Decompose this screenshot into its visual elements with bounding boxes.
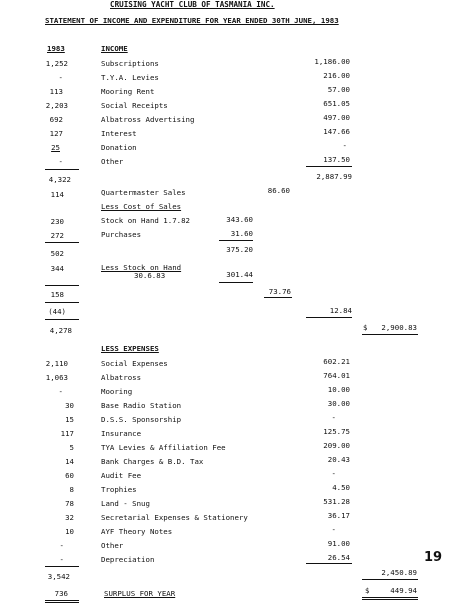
expense-amount: 209.00 xyxy=(323,441,350,450)
surplus-label: SURPLUS FOR YEAR xyxy=(104,589,176,598)
prior-value: 10 xyxy=(65,527,74,536)
prior-value: 32 xyxy=(65,513,74,522)
income-label: Other xyxy=(101,157,124,166)
expense-label: TYA Levies & Affiliation Fee xyxy=(101,443,226,452)
expense-amount: 531.28 xyxy=(323,497,350,506)
expense-label: Land - Snug xyxy=(101,499,150,508)
double-rule xyxy=(362,597,418,600)
rule xyxy=(219,282,253,283)
expense-label: Social Expenses xyxy=(101,359,168,368)
expense-label: D.S.S. Sponsorship xyxy=(101,415,182,424)
expense-amount: 125.75 xyxy=(323,427,350,436)
prior-value: 692 xyxy=(49,115,63,124)
expense-amount: 30.00 xyxy=(327,399,350,408)
expense-amount: 91.00 xyxy=(327,539,350,548)
expense-label: Audit Fee xyxy=(101,471,142,480)
prior-value: 30 xyxy=(65,401,74,410)
double-rule xyxy=(45,600,79,603)
prior-value: 113 xyxy=(49,87,63,96)
prior-value: 502 xyxy=(50,249,64,258)
expense-label: Base Radio Station xyxy=(101,401,182,410)
rule xyxy=(306,317,352,318)
qm-sales-value: 86.60 xyxy=(267,186,290,195)
currency-symbol: $ xyxy=(363,323,368,332)
prior-value: 158 xyxy=(50,290,64,299)
prior-value: 1,252 xyxy=(45,59,68,68)
expense-amount: 10.00 xyxy=(327,385,350,394)
expense-amount: 20.43 xyxy=(327,455,350,464)
expense-label: Albatross xyxy=(101,373,142,382)
prior-year-heading: 1983 xyxy=(47,44,65,53)
purchases-value: 31.60 xyxy=(230,229,253,238)
expenses-total: 2,450.89 xyxy=(381,568,417,577)
income-amount: 497.00 xyxy=(323,113,350,122)
rule xyxy=(45,169,79,170)
income-label: Donation xyxy=(101,143,137,152)
expense-amount: 602.21 xyxy=(323,357,350,366)
profit-value: 12.84 xyxy=(329,306,352,315)
less-stock-label: Less Stock on Hand xyxy=(101,263,182,272)
income-amount: 57.00 xyxy=(327,85,350,94)
prior-value: 230 xyxy=(50,217,64,226)
expenses-prior-total: 3,542 xyxy=(47,572,70,581)
less-stock-date: 30.6.83 xyxy=(134,271,166,280)
rule xyxy=(45,302,79,303)
expense-amount: 764.01 xyxy=(323,371,350,380)
rule xyxy=(264,297,292,298)
currency-symbol: $ xyxy=(365,586,370,595)
prior-value: - xyxy=(58,157,63,166)
expense-label: Insurance xyxy=(101,429,142,438)
rule xyxy=(45,242,79,243)
expenses-heading: LESS EXPENSES xyxy=(101,344,159,353)
income-heading: INCOME xyxy=(101,44,128,53)
grand-total: 2,900.83 xyxy=(381,323,417,332)
expense-label: Depreciation xyxy=(101,555,155,564)
prior-value: (44) xyxy=(48,307,66,316)
expense-amount: - xyxy=(331,525,336,534)
expense-amount: 36.17 xyxy=(327,511,350,520)
expense-amount: - xyxy=(331,469,336,478)
rule xyxy=(306,563,352,564)
rule xyxy=(45,566,79,567)
prior-value: 4,278 xyxy=(49,326,72,335)
subtotal-value: 375.20 xyxy=(226,245,253,254)
expense-amount: - xyxy=(331,413,336,422)
income-label: Albatross Advertising xyxy=(101,115,195,124)
cost-value: 73.76 xyxy=(268,287,291,296)
rule xyxy=(362,334,418,335)
income-amount: 137.50 xyxy=(323,155,350,164)
income-amount: - xyxy=(342,141,347,150)
qm-sales-label: Quartermaster Sales xyxy=(101,188,186,197)
expense-label: AYF Theory Notes xyxy=(101,527,173,536)
expense-amount: 26.54 xyxy=(327,553,350,562)
rule xyxy=(45,319,79,320)
prior-value: - xyxy=(58,73,63,82)
prior-value: - xyxy=(58,387,63,396)
prior-value: 5 xyxy=(69,443,74,452)
prior-value: 78 xyxy=(65,499,74,508)
prior-value: 15 xyxy=(65,415,74,424)
income-label: Mooring Rent xyxy=(101,87,155,96)
page-number: 19 xyxy=(424,550,443,565)
prior-value: - xyxy=(59,541,64,550)
prior-value: 344 xyxy=(50,264,64,273)
rule xyxy=(219,240,253,241)
expense-label: Other xyxy=(101,541,124,550)
income-amount: 1,186.00 xyxy=(314,57,350,66)
expense-label: Mooring xyxy=(101,387,133,396)
purchases-label: Purchases xyxy=(101,230,142,239)
income-prior-total: 4,322 xyxy=(48,175,71,184)
income-label: Interest xyxy=(101,129,137,138)
income-amount: 216.00 xyxy=(323,71,350,80)
rule xyxy=(362,579,418,580)
prior-value: 60 xyxy=(65,471,74,480)
surplus-amount: 449.94 xyxy=(390,586,417,595)
prior-value: 127 xyxy=(49,129,63,138)
surplus-prior: 736 xyxy=(54,589,68,598)
prior-value: 2,110 xyxy=(45,359,68,368)
prior-value: 2,203 xyxy=(45,101,68,110)
stock-label: Stock on Hand 1.7.82 xyxy=(101,216,190,225)
stock-value: 343.60 xyxy=(226,215,253,224)
expense-amount: 4.50 xyxy=(332,483,350,492)
expense-label: Bank Charges & B.D. Tax xyxy=(101,457,204,466)
prior-value: 1,063 xyxy=(45,373,68,382)
prior-value: 272 xyxy=(50,231,64,240)
less-stock-value: 301.44 xyxy=(226,270,253,279)
income-label: Social Receipts xyxy=(101,101,168,110)
expense-label: Secretarial Expenses & Stationery xyxy=(101,513,248,522)
prior-value: 25 xyxy=(51,143,60,152)
income-amount: 147.66 xyxy=(323,127,350,136)
rule xyxy=(306,166,352,167)
prior-value: - xyxy=(59,555,64,564)
cost-of-sales-heading: Less Cost of Sales xyxy=(101,202,182,211)
prior-value: 8 xyxy=(69,485,74,494)
prior-value: 117 xyxy=(60,429,74,438)
statement-title: STATEMENT OF INCOME AND EXPENDITURE FOR YEAR ENDED 30TH JUNE, 1983 xyxy=(45,16,339,25)
club-name: CRUISING YACHT CLUB OF TASMANIA INC. xyxy=(110,0,275,9)
income-label: Subscriptions xyxy=(101,59,159,68)
prior-value: 14 xyxy=(65,457,74,466)
expense-label: Trophies xyxy=(101,485,137,494)
income-label: T.Y.A. Levies xyxy=(101,73,159,82)
income-amount: 651.05 xyxy=(323,99,350,108)
prior-value: 114 xyxy=(50,190,64,199)
rule xyxy=(45,285,79,286)
income-total: 2,887.99 xyxy=(316,172,352,181)
